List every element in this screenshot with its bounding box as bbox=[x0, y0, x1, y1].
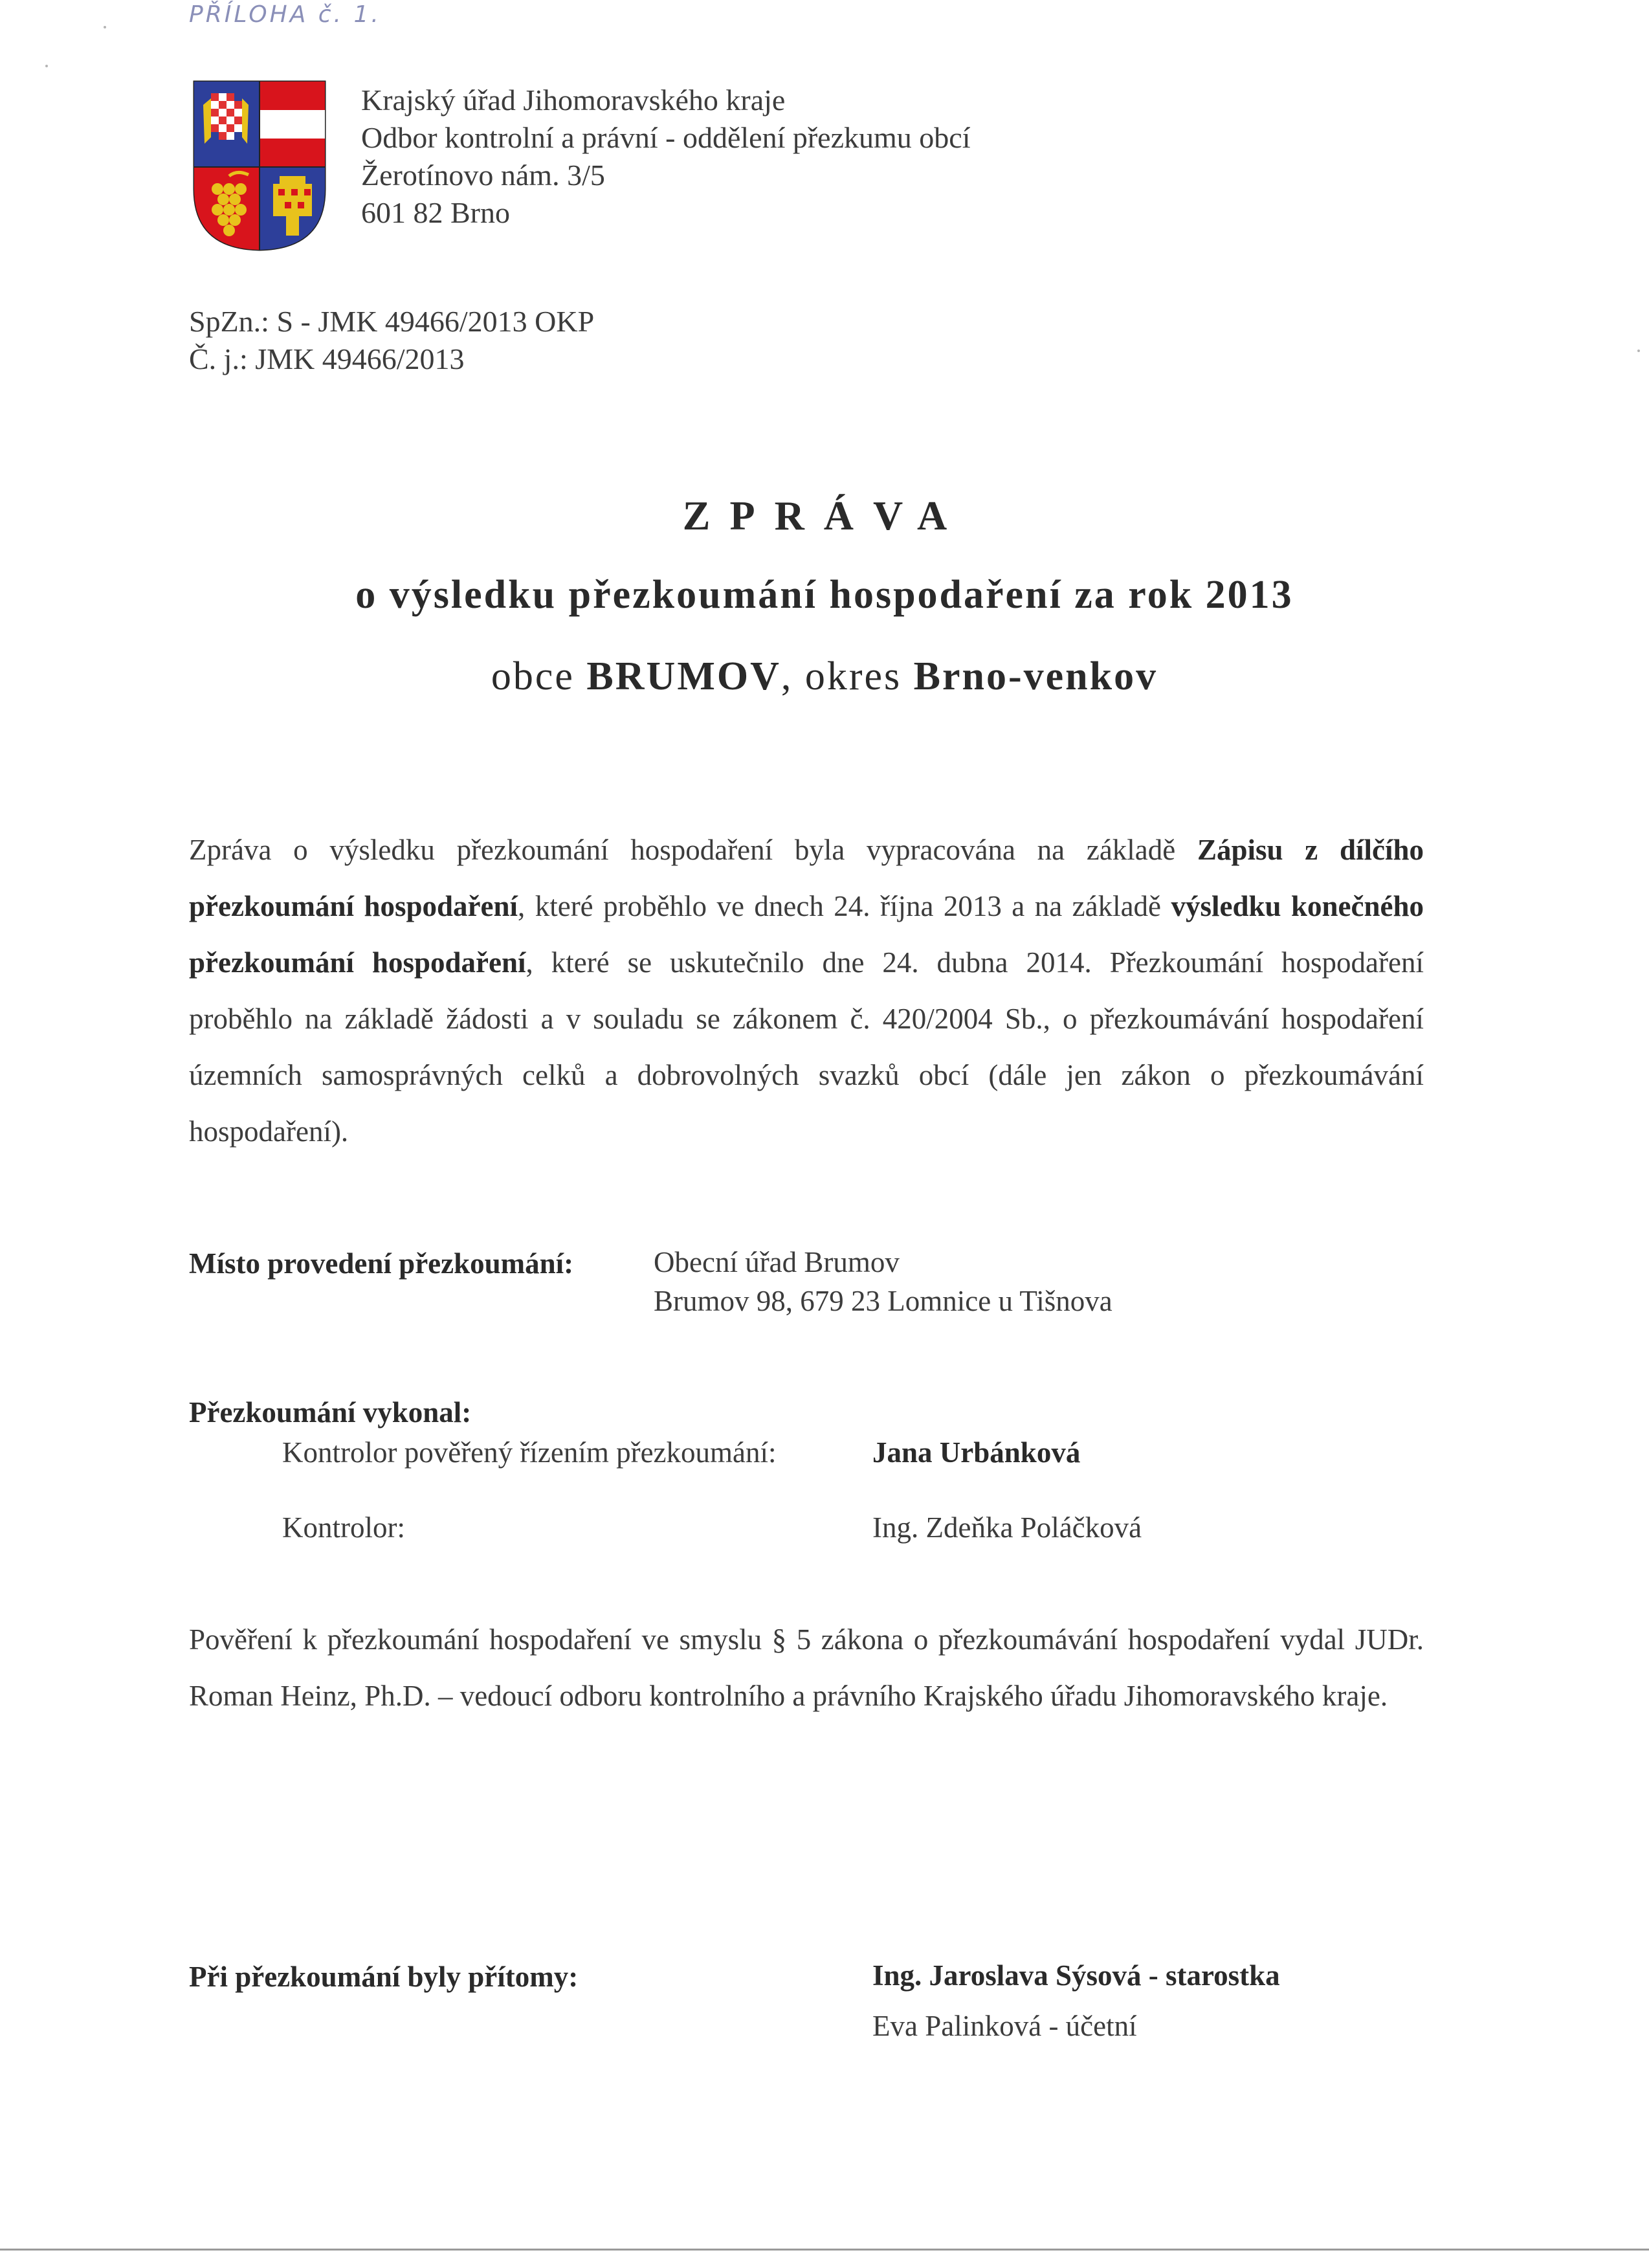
municipality-name: BRUMOV bbox=[586, 654, 781, 698]
lead-controller-role: Kontrolor pověřený řízením přezkoumání: bbox=[282, 1436, 777, 1469]
present-label: Při přezkoumání byly přítomy: bbox=[189, 1961, 579, 1993]
document-title: ZPRÁVA bbox=[682, 493, 967, 539]
document-subtitle: o výsledku přezkoumání hospodaření za rok 2013 bbox=[355, 573, 1294, 617]
authorization-paragraph: Pověření k přezkoumání hospodaření ve smyslu § 5 zákona o přezkoumávání hospodaření vydal JUDr. Roman Heinz, Ph.D. – vedoucí odboru kontrolního a právního Krajského úřadu Jihomoravského kraje. bbox=[189, 1623, 1424, 1712]
place-address: Brumov 98, 679 23 Lomnice u Tišnova bbox=[654, 1285, 1112, 1317]
controller-name: Ing. Zdeňka Poláčková bbox=[872, 1511, 1142, 1544]
coat-of-arms-logo bbox=[192, 79, 327, 252]
scan-speck bbox=[1637, 350, 1640, 352]
controller-role: Kontrolor: bbox=[282, 1511, 405, 1544]
office-street: Žerotínovo nám. 3/5 bbox=[361, 159, 605, 192]
scan-speck bbox=[104, 26, 106, 28]
handwritten-note: PŘÍLOHA č. 1. bbox=[189, 1, 381, 28]
file-number: SpZn.: S - JMK 49466/2013 OKP bbox=[189, 305, 595, 338]
reference-numbers bbox=[189, 303, 594, 378]
present-mayor: Ing. Jaroslava Sýsová - starostka bbox=[872, 1959, 1280, 1992]
intro-paragraph: Zpráva o výsledku přezkoumání hospodaření byla vypracována na základě Zápisu z dílčího přezkoumání hospodaření, které proběhlo ve dnech 24. října 2013 a na základě výsledku konečného přezkoumání hospodaření, které se uskutečnilo dne 24. dubna 2014. Přezkoumání hospodaření proběhlo na základě žádosti a v souladu se zákonem č. 420/2004 Sb., o přezkoumávání hospodaření územních samosprávných celků a dobrovolných svazků obcí (dále jen zákon o přezkoumávání hospodaření). bbox=[189, 834, 1424, 1148]
office-address-block bbox=[361, 82, 970, 232]
office-city: 601 82 Brno bbox=[361, 196, 510, 229]
municipality-line: obce BRUMOV, okres Brno-venkov bbox=[491, 654, 1158, 698]
present-accountant: Eva Palinková - účetní bbox=[872, 2010, 1137, 2042]
reference-number: Č. j.: JMK 49466/2013 bbox=[189, 342, 465, 375]
place-office: Obecní úřad Brumov bbox=[654, 1246, 900, 1278]
performed-label: Přezkoumání vykonal: bbox=[189, 1396, 472, 1429]
lead-controller-name: Jana Urbánková bbox=[872, 1436, 1081, 1469]
office-department: Odbor kontrolní a právní - oddělení přezkumu obcí bbox=[361, 121, 971, 154]
scan-speck bbox=[45, 65, 48, 67]
district-name: Brno-venkov bbox=[913, 654, 1158, 698]
office-name: Krajský úřad Jihomoravského kraje bbox=[361, 83, 786, 117]
scan-edge-line bbox=[0, 2249, 1649, 2251]
place-label: Místo provedení přezkoumání: bbox=[189, 1247, 574, 1280]
